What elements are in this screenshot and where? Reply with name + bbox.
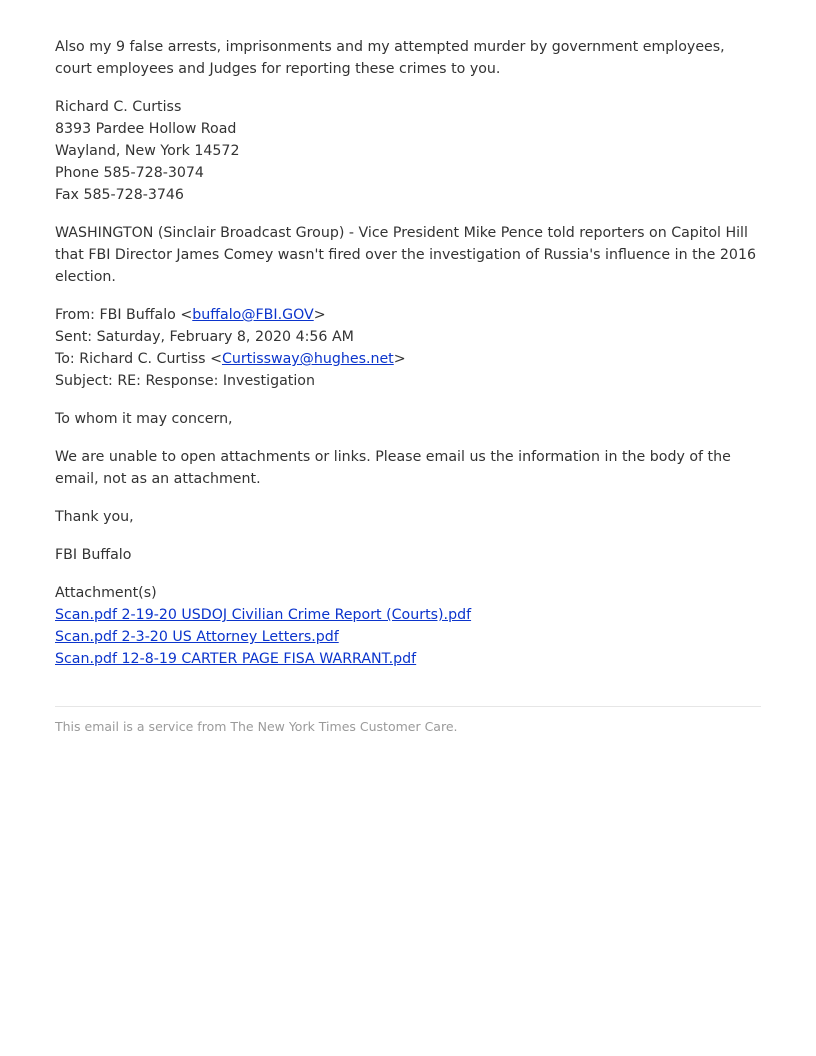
attachment-link-1[interactable]: Scan.pdf 2-19-20 USDOJ Civilian Crime Report (Courts).pdf [55, 607, 472, 623]
greeting: To whom it may concern, [55, 411, 233, 427]
news-paragraph: WASHINGTON (Sinclair Broadcast Group) - Vice President Mike Pence told reporters on Capitol Hill that FBI Director James Comey wasn't fired over the investigation of Russia's influence in the 2016 election. [55, 225, 756, 285]
body-paragraph: We are unable to open attachments or links. Please email us the information in the body of the email, not as an attachment. [55, 449, 731, 487]
to-prefix: To: Richard C. Curtiss < [55, 351, 222, 367]
from-email-link[interactable]: buffalo@FBI.GOV [192, 307, 314, 323]
subject-line: Subject: RE: Response: Investigation [55, 373, 315, 389]
footer-divider [55, 706, 761, 707]
to-email-link[interactable]: Curtissway@hughes.net [221, 351, 394, 367]
sender-signature-block [55, 96, 761, 206]
to-line [55, 348, 761, 370]
attachments-section [55, 582, 761, 670]
from-line [55, 304, 761, 326]
to-suffix: > [393, 351, 406, 367]
attachment-link-2[interactable]: Scan.pdf 2-3-20 US Attorney Letters.pdf [55, 629, 339, 645]
intro-paragraph: Also my 9 false arrests, imprisonments and my attempted murder by government employees, court employees and Judges for reporting these crimes to you. [55, 39, 725, 77]
closing: Thank you, [55, 509, 134, 525]
closing-signature: FBI Buffalo [55, 547, 132, 563]
signature-city: Wayland, New York 14572 [55, 143, 240, 159]
from-prefix: From: FBI Buffalo < [55, 307, 193, 323]
attachment-link-3[interactable]: Scan.pdf 12-8-19 CARTER PAGE FISA WARRANT.pdf [55, 651, 417, 667]
signature-fax: Fax 585-728-3746 [55, 187, 184, 203]
sent-line: Sent: Saturday, February 8, 2020 4:56 AM [55, 329, 354, 345]
attachments-label: Attachment(s) [55, 585, 157, 601]
quoted-email-header [55, 304, 761, 392]
from-suffix: > [313, 307, 326, 323]
signature-street: 8393 Pardee Hollow Road [55, 121, 237, 137]
footer-text: This email is a service from The New York Times Customer Care. [55, 719, 458, 734]
signature-phone: Phone 585-728-3074 [55, 165, 204, 181]
signature-name: Richard C. Curtiss [55, 99, 182, 115]
